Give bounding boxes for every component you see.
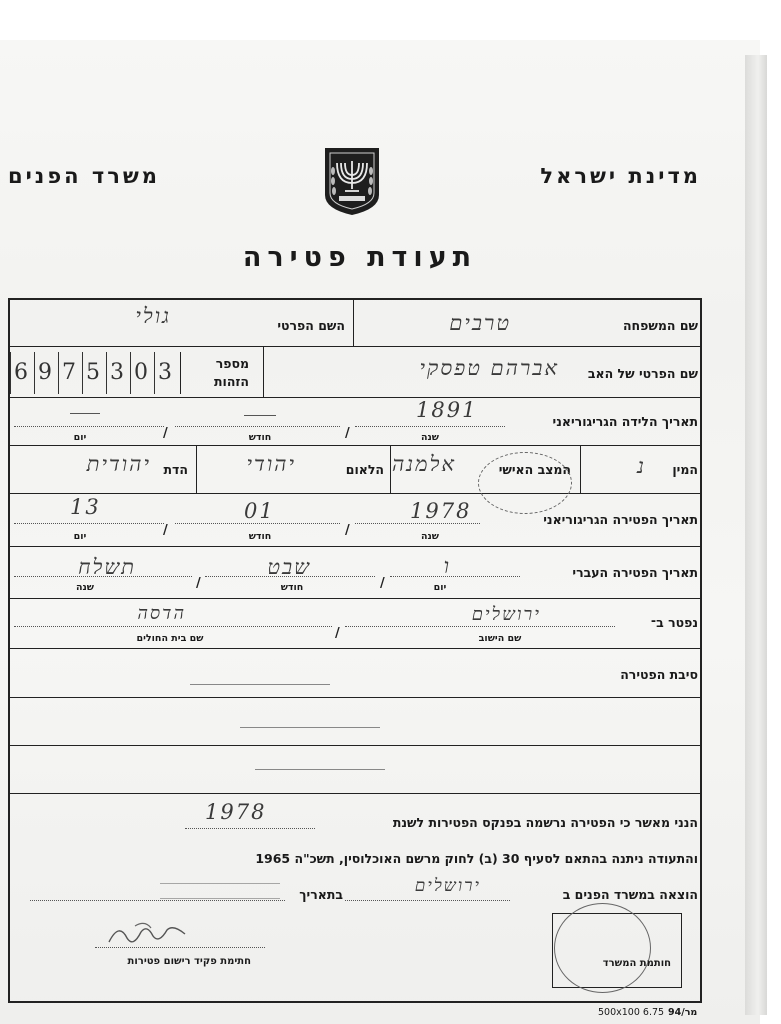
id-digit: 9	[34, 352, 55, 394]
registrar-signature-icon	[105, 918, 190, 950]
issue-city-line	[345, 900, 510, 901]
birth-day-dash	[70, 413, 100, 414]
sex-label: המין	[672, 462, 698, 477]
death-year-line	[355, 523, 480, 524]
register-year-line	[185, 828, 315, 829]
document-title: תעודת פטירה	[242, 242, 478, 273]
id-digit: 0	[130, 352, 151, 394]
id-label-bottom: הזהות	[213, 374, 249, 389]
death-month-line	[175, 523, 340, 524]
date-separator: /	[380, 576, 385, 591]
column-rule	[263, 346, 264, 397]
marital-status-label: המצב האישי	[498, 462, 571, 477]
row-rule	[8, 648, 702, 649]
place-separator: /	[335, 626, 340, 641]
birth-year-line	[355, 426, 505, 427]
died-in-label: נפטר ב־	[650, 615, 698, 630]
date-separator: /	[196, 576, 201, 591]
id-label-top: מספר	[215, 356, 249, 371]
family-name-value: טרבים	[449, 311, 511, 335]
row-rule	[8, 346, 702, 347]
first-name-label: השם הפרטי	[277, 318, 345, 333]
hospital-caption: שם בית החולים	[136, 633, 204, 644]
settlement-line	[345, 626, 615, 627]
hospital-value: הדסה	[137, 603, 186, 624]
cause-cancel-line	[190, 684, 330, 685]
id-digit: 7	[58, 352, 79, 394]
nationality-label: הלאום	[345, 462, 384, 477]
hebrew-day-value: ו	[443, 554, 451, 578]
death-year-value: 1978	[410, 499, 472, 523]
id-digit: 6	[10, 352, 31, 394]
birth-day-caption: יום	[73, 432, 87, 443]
id-number-boxes	[10, 352, 181, 394]
print-code: 500x100 6.75	[598, 1007, 665, 1018]
religion-value: יהודית	[86, 452, 151, 476]
certification-line-3-date: בתאריך	[299, 887, 343, 902]
settlement-caption: שם הישוב	[478, 633, 522, 644]
death-month-caption: חודש	[248, 531, 272, 542]
date-separator: /	[345, 523, 350, 538]
registrar-label: חתימת פקיד רישום פטירות	[127, 956, 251, 967]
issue-date-stamp-strokes	[160, 883, 280, 899]
death-year-caption: שנה	[420, 531, 440, 542]
marital-status-value: אלמנה	[391, 452, 456, 476]
birth-day-line	[14, 426, 164, 427]
religion-label: הדת	[163, 462, 188, 477]
hebrew-year-caption: שנה	[75, 582, 95, 593]
certification-line-3-issued: הוצאה במשרד הפנים ב	[562, 887, 698, 902]
register-year-value: 1978	[205, 800, 267, 824]
marital-status-stamp	[478, 452, 572, 514]
row-rule	[8, 745, 702, 746]
certification-line-1: הנני מאשר כי הפטירה נרשמה בפנקס הפטירות לשנת	[392, 815, 698, 830]
date-separator: /	[163, 523, 168, 538]
family-name-label: שם המשפחה	[622, 318, 698, 333]
hebrew-month-caption: חודש	[280, 582, 304, 593]
column-rule	[580, 445, 581, 493]
id-digit: 3	[106, 352, 127, 394]
paper-fold-edge	[745, 55, 767, 1015]
row-rule	[8, 493, 702, 494]
hebrew-month-value: שבט	[267, 555, 311, 579]
state-name: מדינת ישראל	[540, 164, 701, 188]
row-rule	[8, 793, 702, 794]
death-day-value: 13	[70, 495, 101, 519]
birth-month-line	[175, 426, 340, 427]
settlement-value: ירושלים	[471, 604, 541, 625]
father-name-label: שם הפרטי של האב	[587, 366, 698, 381]
cause-cancel-line	[255, 769, 385, 770]
nationality-value: יהודי	[246, 452, 296, 476]
row-rule	[8, 445, 702, 446]
birth-month-dash	[244, 415, 276, 416]
certification-line-2: והתעודה ניתנה בהתאם לסעיף 30 (ב) לחוק מרשם האוכלוסין, תשכ"ה 1965	[255, 851, 698, 866]
cause-of-death-label: סיבת הפטירה	[620, 667, 698, 682]
row-rule	[8, 697, 702, 698]
birth-year-value: 1891	[416, 398, 478, 422]
column-rule	[390, 445, 391, 493]
menorah-emblem-icon	[321, 145, 383, 217]
birth-month-caption: חודש	[248, 432, 272, 443]
hebrew-day-line	[390, 576, 520, 577]
sex-value: נ	[637, 454, 646, 478]
death-hebrew-date-label: תאריך הפטירה העברי	[572, 565, 698, 580]
cause-cancel-line	[240, 727, 380, 728]
official-seal-stamp	[554, 903, 651, 993]
date-separator: /	[345, 426, 350, 441]
date-separator: /	[163, 426, 168, 441]
death-day-line	[14, 523, 164, 524]
official-seal-label: חותמת המשרד	[602, 958, 671, 969]
hebrew-year-value: תשלח	[78, 555, 136, 579]
death-month-value: 01	[244, 499, 275, 523]
column-rule	[196, 445, 197, 493]
row-rule	[8, 397, 702, 398]
birth-year-caption: שנה	[420, 432, 440, 443]
row-rule	[8, 598, 702, 599]
birth-date-label: תאריך הלידה הגריגוריאני	[552, 414, 698, 429]
issue-date-line	[30, 900, 285, 901]
death-day-caption: יום	[73, 531, 87, 542]
hospital-line	[14, 626, 332, 627]
death-greg-date-label: תאריך הפטירה הגריגוריאני	[543, 512, 698, 527]
issue-city-value: ירושלים	[414, 876, 481, 896]
column-rule	[353, 298, 354, 346]
form-number: מר/94	[668, 1007, 698, 1018]
ministry-name: משרד הפנים	[8, 164, 160, 188]
id-digit: 5	[82, 352, 103, 394]
hebrew-day-caption: יום	[433, 582, 447, 593]
row-rule	[8, 546, 702, 547]
father-name-value: אברהם טפסקי	[419, 356, 559, 380]
id-digit: 3	[154, 352, 175, 394]
first-name-value: גולי	[135, 304, 171, 328]
